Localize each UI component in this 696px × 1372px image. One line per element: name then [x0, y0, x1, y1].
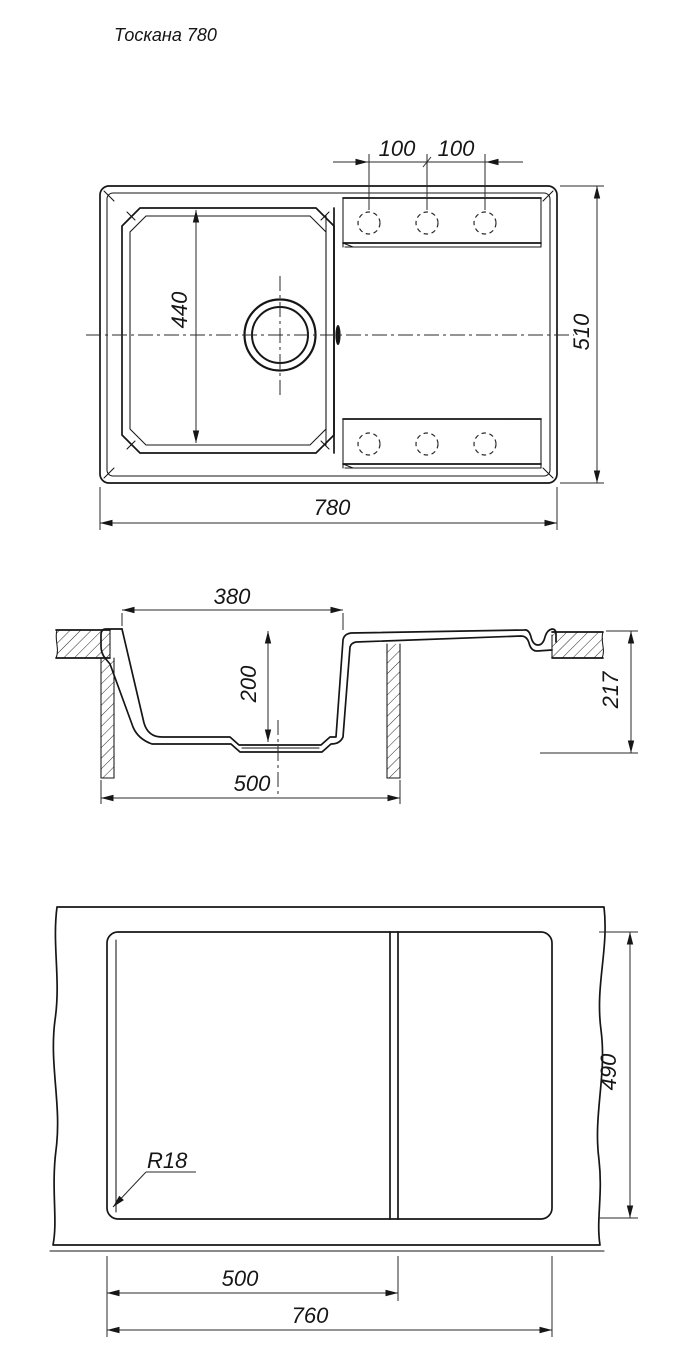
dim-label-760: 760 [291, 1303, 329, 1328]
radius-callout [113, 1148, 196, 1207]
tap-hole [416, 212, 438, 234]
dim-label-780: 780 [313, 495, 351, 520]
divider-wall [326, 208, 341, 453]
tap-hole [358, 212, 380, 234]
dim-label-500-cutout: 500 [221, 1266, 259, 1291]
dim-label-200: 200 [236, 665, 261, 703]
cutout-divider [390, 932, 398, 1219]
dim-label-510: 510 [569, 313, 594, 351]
bowl-corner-seams [127, 212, 329, 449]
dim-label-380: 380 [213, 584, 251, 609]
countertop-right [552, 632, 603, 658]
top-view [86, 136, 604, 530]
dim-label-500-cabinet: 500 [233, 771, 271, 796]
bowl-top-edge [122, 208, 334, 453]
drainboard-strip-bottom [343, 419, 541, 468]
dim-label-r18: R18 [147, 1148, 188, 1173]
section-view [56, 584, 638, 804]
dim-cutout-length [107, 1256, 552, 1337]
cutout-view [50, 907, 638, 1337]
worktop-panel [53, 907, 605, 1245]
bowl-bottom-edge [130, 216, 326, 445]
drawing-title: Тоскана 780 [114, 25, 217, 45]
dim-label-100-right: 100 [437, 136, 475, 161]
cabinet-panel-right [387, 644, 400, 778]
tap-hole [416, 433, 438, 455]
dim-hole-spacing [333, 136, 523, 210]
sink-profile-outer [101, 629, 552, 752]
dim-left-to-divider [107, 1256, 398, 1337]
dim-bowl-length [167, 210, 196, 443]
cutout-outline [107, 932, 552, 1219]
tap-hole [474, 433, 496, 455]
dim-label-490: 490 [596, 1053, 621, 1091]
dim-label-217: 217 [598, 671, 623, 709]
drainboard-strip-top [343, 198, 541, 247]
dim-cabinet-width [101, 771, 400, 804]
tap-hole [474, 212, 496, 234]
dim-overall-width [100, 487, 557, 530]
dim-bowl-depth [236, 631, 268, 742]
dim-cutout-width [596, 932, 638, 1218]
tap-hole [358, 433, 380, 455]
sink-profile-inner [122, 629, 556, 745]
dim-bowl-top-width [122, 584, 343, 630]
dim-label-440: 440 [167, 291, 192, 329]
dim-label-100-left: 100 [378, 136, 416, 161]
cabinet-panel-left [101, 658, 114, 778]
